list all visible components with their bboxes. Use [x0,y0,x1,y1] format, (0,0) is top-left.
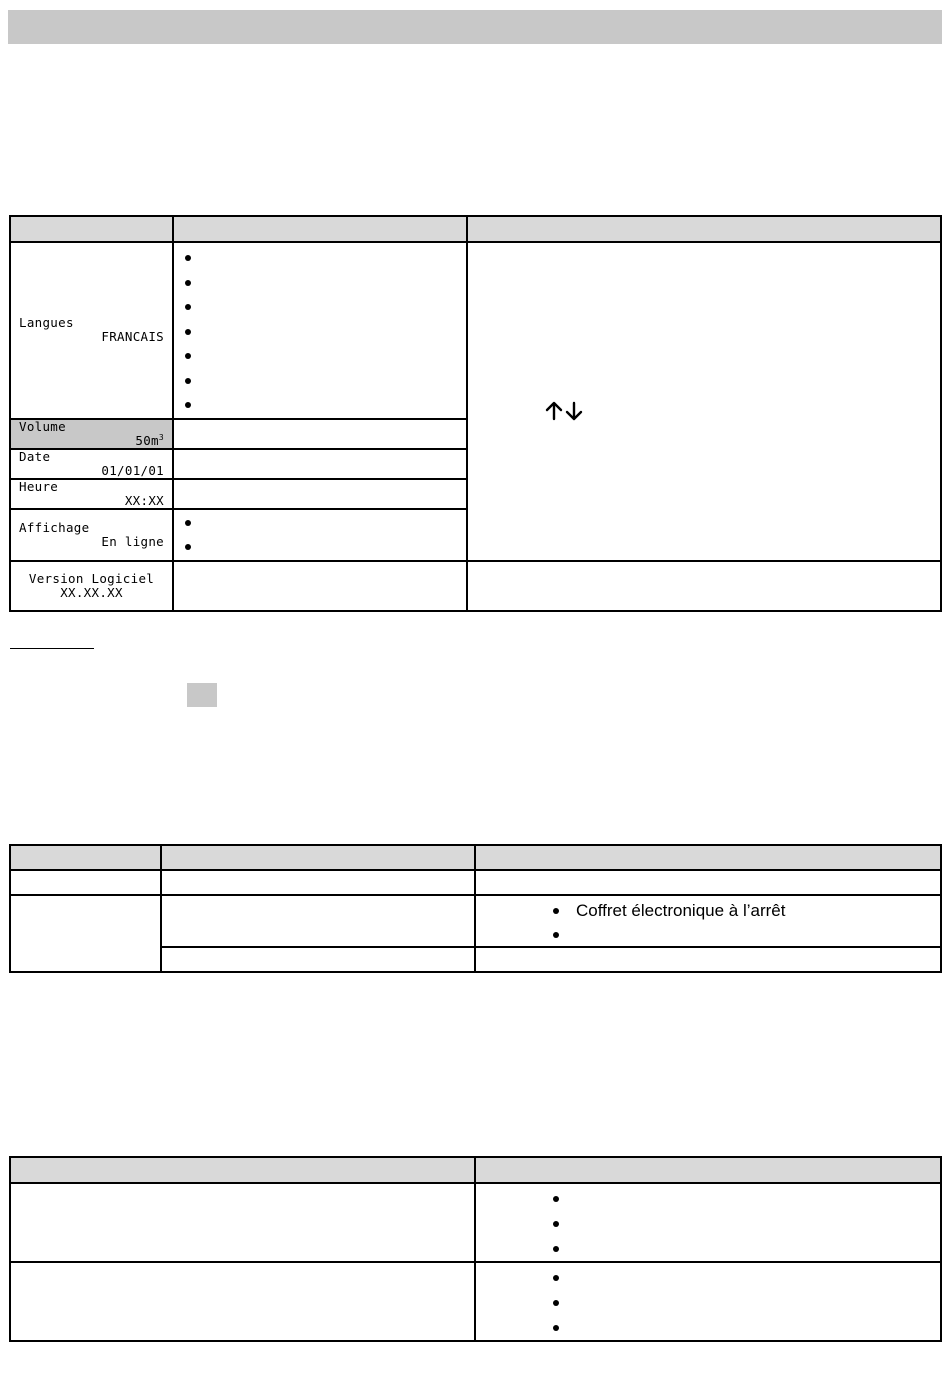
settings-header-menu [10,216,173,242]
troubleshoot-header-2 [475,1157,941,1183]
volume-number: 50m [135,432,159,448]
table-cell [475,947,941,972]
list-item [174,320,466,345]
lcd-volume-label: Volume [19,418,66,434]
note-underline [10,648,94,649]
table-cell [10,870,161,895]
lcd-display-label: Affichage [19,519,90,535]
lcd-software-version [10,561,173,611]
settings-table [9,215,942,612]
volume-unit-exponent: 3 [158,432,164,442]
lcd-time [10,479,173,509]
list-item [476,1211,940,1236]
lcd-volume [10,419,173,449]
status-header-2 [161,845,475,870]
status-header-1 [10,845,161,870]
list-item [476,922,940,946]
time-options-cell [173,479,467,509]
gray-highlight-swatch [187,683,217,707]
lcd-time-label: Heure [19,478,59,494]
list-item [476,1265,940,1290]
up-down-arrows-icon [544,400,584,422]
display-bullet-list [174,511,466,560]
languages-options-cell [173,242,467,419]
lcd-languages-label: Langues [19,315,74,331]
lcd-version-label: Version Logiciel [28,570,155,586]
version-description-cell [467,561,941,611]
list-item [174,369,466,394]
lcd-date [10,449,173,479]
languages-bullet-list [174,246,466,418]
table-cell [10,1183,475,1262]
list-item: Coffret électronique à l’arrêt [476,898,940,922]
date-options-cell [173,449,467,479]
list-item [476,1290,940,1315]
table-cell [475,1262,941,1341]
list-item [174,246,466,271]
list-item [174,511,466,536]
table-cell [161,895,475,947]
troubleshoot-table [9,1156,942,1342]
lcd-display-value: En ligne [101,533,164,549]
table-cell [161,947,475,972]
status-bullets-cell [475,895,941,947]
list-item [476,1315,940,1340]
display-options-cell [173,509,467,561]
list-item [174,271,466,296]
settings-instructions-cell [467,242,941,561]
troubleshoot-bullet-list-2 [476,1265,940,1340]
lcd-time-value: XX:XX [124,492,164,508]
status-bullet-list [476,898,940,946]
lcd-languages [10,242,173,419]
lcd-volume-value [11,434,172,448]
list-item [476,1186,940,1211]
lcd-display [10,509,173,561]
lcd-date-label: Date [19,448,51,464]
table-cell [10,1262,475,1341]
status-header-3 [475,845,941,870]
table-cell [10,895,161,972]
table-cell [475,870,941,895]
table-cell [475,1183,941,1262]
header-bar [8,10,942,44]
list-item [174,393,466,418]
list-item [174,535,466,560]
troubleshoot-bullet-list-1 [476,1186,940,1261]
list-item [174,344,466,369]
lcd-version-value: XX.XX.XX [60,584,123,600]
settings-header-description [467,216,941,242]
version-options-cell [173,561,467,611]
troubleshoot-header-1 [10,1157,475,1183]
table-cell [161,870,475,895]
lcd-date-value: 01/01/01 [101,462,164,478]
volume-options-cell [173,419,467,449]
status-table [9,844,942,973]
list-item [174,295,466,320]
list-item [476,1236,940,1261]
settings-header-options [173,216,467,242]
lcd-languages-value: FRANCAIS [101,329,164,345]
